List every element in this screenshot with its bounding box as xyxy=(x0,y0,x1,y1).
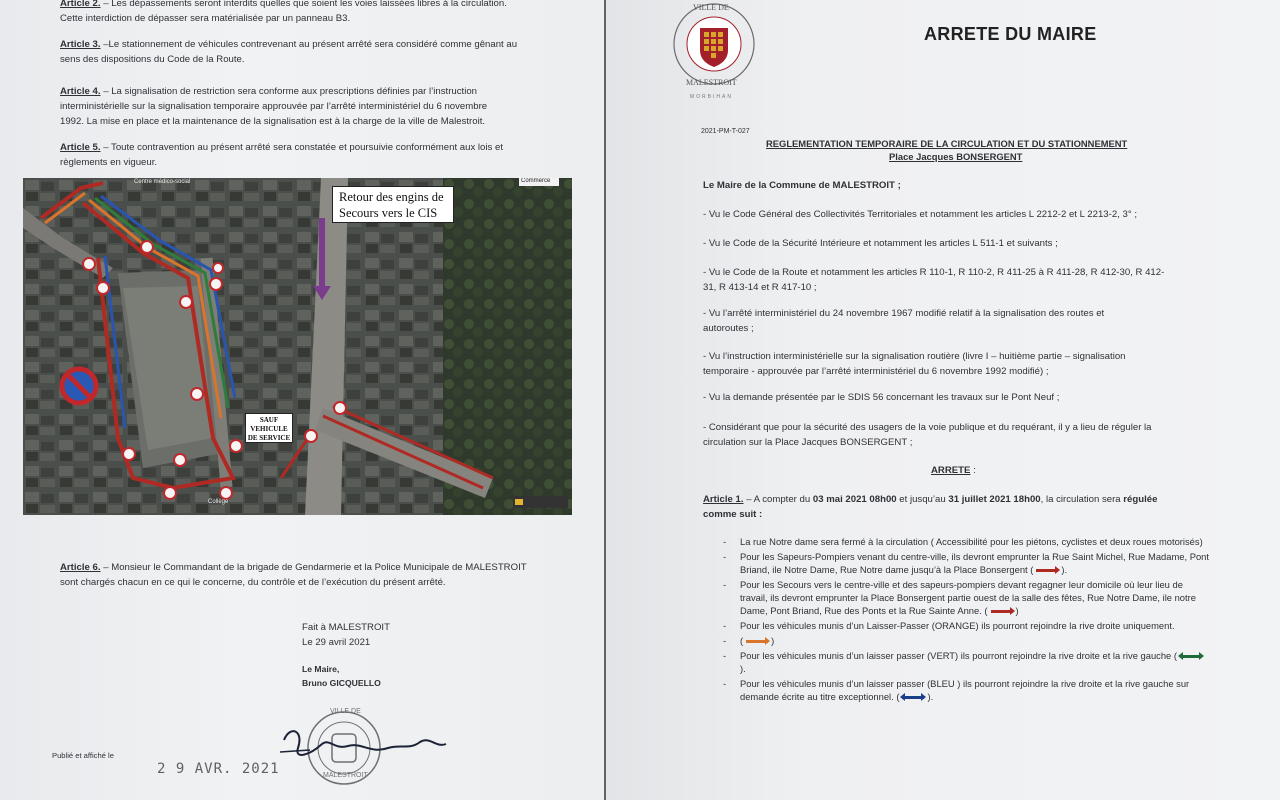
fait-a: Fait à MALESTROIT xyxy=(302,622,390,633)
article1-line2: comme suit : xyxy=(703,509,763,520)
vu-instruction: - Vu l’instruction interministérielle sur la signalisation routière (livre I – huitième partie – signalisation xyxy=(703,351,1126,362)
list-item: - Pour les véhicules munis d’un Laisser-Passer (ORANGE) ils pourront rejoindre la rive droite uniquement. xyxy=(719,619,1209,632)
list-item: - ( ) xyxy=(719,634,1209,647)
signature-date: Le 29 avril 2021 xyxy=(302,637,371,648)
traffic-rules-list xyxy=(719,535,1209,705)
right-page xyxy=(606,0,1280,800)
maire-name: Bruno GICQUELLO xyxy=(302,678,381,688)
le-maire: Le Maire, xyxy=(302,664,340,674)
list-item: - Pour les Sapeurs-Pompiers venant du centre-ville, ils devront emprunter la Rue Saint Michel, Rue Madame, Pont Briand, ile Notre Dame, Rue Notre dame jusqu’à la Place Bonsergent ( ). xyxy=(719,550,1209,576)
list-item: - Pour les Secours vers le centre-ville et des sapeurs-pompiers devant regagner leur domicile où leur lieu de travail, ils devront emprunter la Place Bonsergent partie ouest de la salle des fêtes, Rue Notre Dame, ile notre Dame, Pont Briand, Rue des Ponts et la Rue Sainte Anne. ( ) xyxy=(719,578,1209,617)
callout-sauf-vehicule xyxy=(245,413,293,443)
vu-code-route-line2: 31, R 413-14 et R 417-10 ; xyxy=(703,282,817,293)
vu-arrete-1967-line2: autoroutes ; xyxy=(703,323,754,334)
map-label-college: Collège xyxy=(208,499,229,505)
red-arrow-icon xyxy=(991,610,1013,613)
map-image xyxy=(23,178,572,515)
article5-line2: règlements en vigueur. xyxy=(60,157,158,168)
arrete-heading: ARRETE : xyxy=(931,465,976,476)
stamp-bottom-text: MALESTROIT xyxy=(323,772,368,779)
vu-cgct: - Vu le Code Général des Collectivités Territoriales et notamment les articles L 2212-2 et L 2213-2, 3° ; xyxy=(703,209,1137,220)
list-item: - Pour les véhicules munis d’un laisser passer (VERT) ils pourront rejoindre la rive droite et la rive gauche (). xyxy=(719,649,1209,675)
publie-affiche: Publié et affiché le xyxy=(52,751,114,760)
reference-number: 2021-PM-T-027 xyxy=(701,128,750,135)
article1: Article 1. – A compter du 03 mai 2021 08h00 et jusqu’au 31 juillet 2021 18h00, la circulation sera régulée xyxy=(703,494,1158,505)
green-double-arrow-icon xyxy=(1180,655,1202,658)
callout-service-line3: DE SERVICE xyxy=(247,434,291,442)
article6: Article 6. – Monsieur le Commandant de la brigade de Gendarmerie et la Police Municipale de MALESTROIT xyxy=(60,562,527,573)
callout-line1: Retour des engins de xyxy=(339,190,444,204)
stamp-top-text: VILLE DE xyxy=(330,708,361,715)
vu-code-route: - Vu le Code de la Route et notamment les articles R 110-1, R 110-2, R 411-25 à R 411-28, R 412-30, R 412- xyxy=(703,267,1165,278)
signature-stamp xyxy=(270,700,470,800)
logo-bottom-text: MALESTROIT xyxy=(686,78,737,87)
article3: Article 3. –Le stationnement de véhicules contrevenant au présent arrêté sera considéré comme gênant au xyxy=(60,39,518,50)
article2-line2: Cette interdiction de dépasser sera matérialisée par un panneau B3. xyxy=(60,13,351,24)
callout-return-secours xyxy=(332,186,454,223)
map-label-commerce: Commerce xyxy=(521,178,551,184)
logo-top-text: VILLE DE xyxy=(693,3,729,12)
list-item: - La rue Notre dame sera fermé à la circulation ( Accessibilité pour les piétons, cyclistes et deux roues motorisés) xyxy=(719,535,1209,548)
article4: Article 4. – La signalisation de restriction sera conforme aux prescriptions définies par l’instruction xyxy=(60,86,478,97)
article2: Article 2. – Les dépassements seront interdits quelles que soient les voies laissées libres à la circulation. xyxy=(60,0,507,9)
vu-arrete-1967: - Vu l’arrêté interministériel du 24 novembre 1967 modifié relatif à la signalisation des routes et xyxy=(703,308,1105,319)
callout-line2: Secours vers le CIS xyxy=(339,206,438,220)
article3-line2: sens des dispositions du Code de la Route. xyxy=(60,54,245,65)
list-item: - Pour les véhicules munis d’un laisser passer (BLEU ) ils pourront rejoindre la rive droite et la rive gauche sur demande écrite au titre exceptionnel. ( ). xyxy=(719,677,1209,703)
vu-sdis: - Vu la demande présentée par le SDIS 56 concernant les travaux sur le Pont Neuf ; xyxy=(703,392,1060,403)
vu-csi: - Vu le Code de la Sécurité Intérieure et notamment les articles L 511-1 et suivants ; xyxy=(703,238,1058,249)
article6-line2: sont chargés chacun en ce qui le concerne, du contrôle et de l’exécution du présent arrêté. xyxy=(60,577,446,588)
considerant: - Considérant que pour la sécurité des usagers de la voie publique et du requérant, il y a lieu de réguler la xyxy=(703,422,1152,433)
left-page xyxy=(0,0,604,800)
considerant-line2: circulation sur la Place Jacques BONSERGENT ; xyxy=(703,437,913,448)
aerial-map xyxy=(23,178,572,515)
page-title: ARRETE DU MAIRE xyxy=(924,24,1097,44)
map-label-centre: Centre médico-social xyxy=(134,179,191,185)
maire-intro: Le Maire de la Commune de MALESTROIT ; xyxy=(703,180,901,191)
regulation-heading: REGLEMENTATION TEMPORAIRE DE LA CIRCULATION ET DU STATIONNEMENT xyxy=(766,138,1128,149)
article5: Article 5. – Toute contravention au présent arrêté sera constatée et poursuivie conformément aux lois et xyxy=(60,142,503,153)
red-arrow-icon xyxy=(1036,569,1058,572)
callout-service-line2: VEHICULE xyxy=(250,425,288,433)
orange-arrow-icon xyxy=(746,640,768,643)
published-date-stamp: 2 9 AVR. 2021 xyxy=(157,761,280,777)
vu-instruction-line2: temporaire - approuvée par l’arrêté interministériel du 6 novembre 1992 modifié) ; xyxy=(703,366,1049,377)
place-heading: Place Jacques BONSERGENT xyxy=(889,151,1023,162)
blue-double-arrow-icon xyxy=(902,696,924,699)
logo-small-text: MORBIHAN xyxy=(690,94,733,100)
article4-line2: interministérielle sur la signalisation temporaire approuvée par l’arrêté interministériel du 6 novembre xyxy=(60,101,488,112)
article4-line3: 1992. La mise en place et la maintenance de la signalisation est à la charge de la ville de Malestroit. xyxy=(60,116,486,127)
callout-service-line1: SAUF xyxy=(259,416,279,424)
